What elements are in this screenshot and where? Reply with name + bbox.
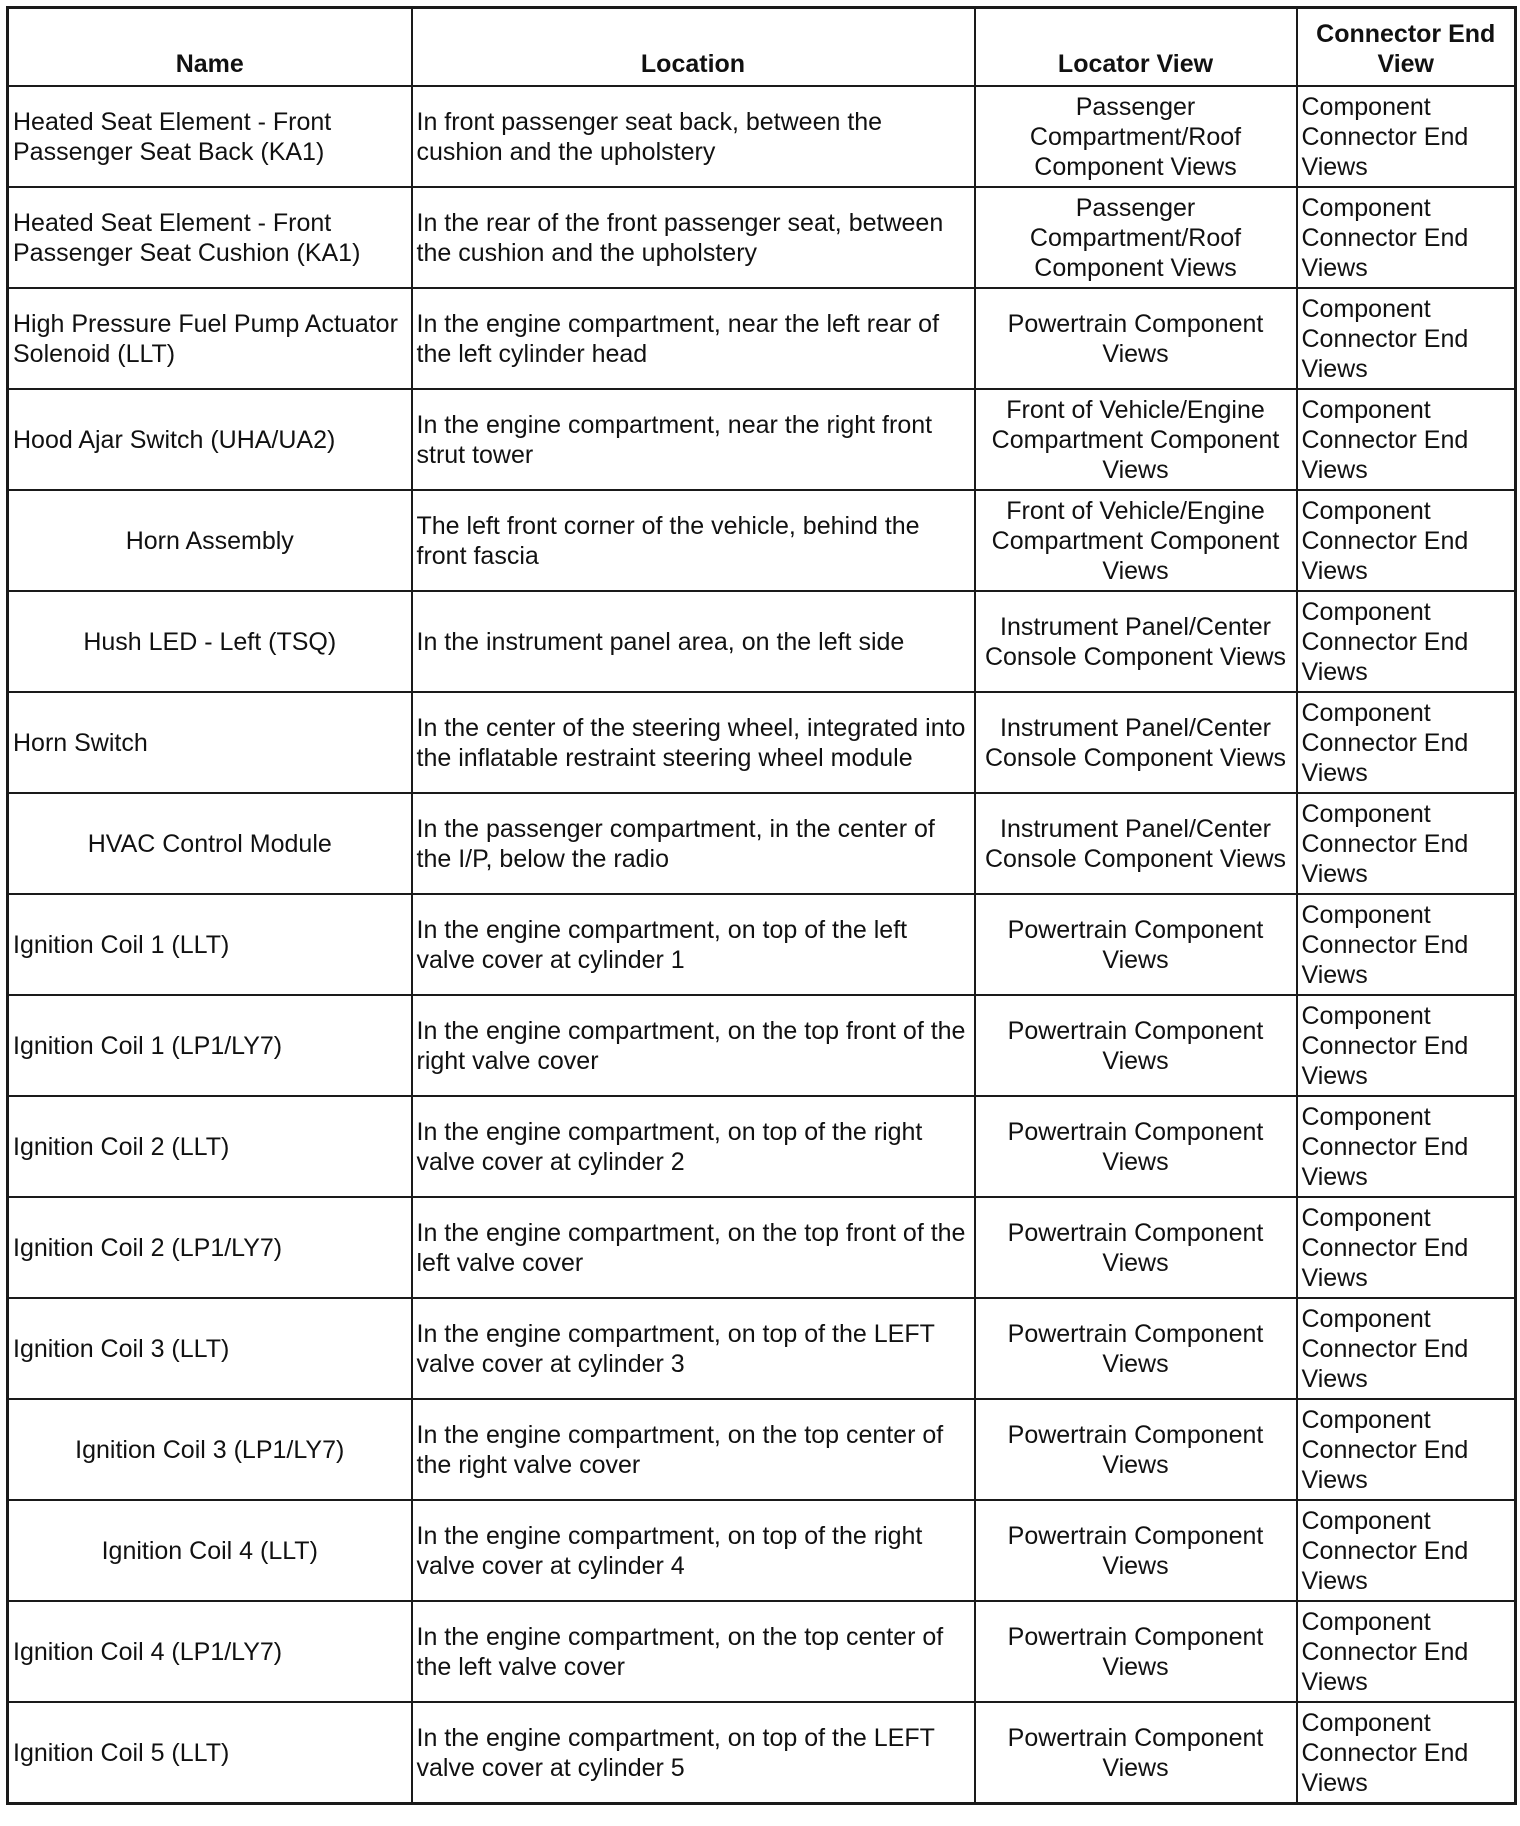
cell-name: Ignition Coil 4 (LLT) [8,1500,412,1601]
cell-connector-end-view: Component Connector End Views [1297,1601,1516,1702]
cell-name: Ignition Coil 1 (LLT) [8,894,412,995]
cell-connector-end-view: Component Connector End Views [1297,995,1516,1096]
cell-name: Ignition Coil 1 (LP1/LY7) [8,995,412,1096]
cell-locator-view: Powertrain Component Views [975,1399,1297,1500]
cell-location: The left front corner of the vehicle, behind the front fascia [412,490,975,591]
cell-locator-view: Powertrain Component Views [975,1197,1297,1298]
cell-name: Horn Switch [8,692,412,793]
cell-connector-end-view: Component Connector End Views [1297,86,1516,187]
cell-locator-view: Powertrain Component Views [975,894,1297,995]
table-row [8,1399,1516,1500]
cell-name: High Pressure Fuel Pump Actuator Solenoid (LLT) [8,288,412,389]
cell-locator-view: Front of Vehicle/Engine Compartment Component Views [975,490,1297,591]
table-row [8,1298,1516,1399]
table-body [8,86,1516,1804]
cell-locator-view: Front of Vehicle/Engine Compartment Component Views [975,389,1297,490]
cell-connector-end-view: Component Connector End Views [1297,1298,1516,1399]
header-name: Name [8,8,412,87]
cell-location: In the engine compartment, near the right front strut tower [412,389,975,490]
cell-location: In the engine compartment, on top of the right valve cover at cylinder 4 [412,1500,975,1601]
cell-name: Hood Ajar Switch (UHA/UA2) [8,389,412,490]
cell-location: In the engine compartment, on the top front of the right valve cover [412,995,975,1096]
cell-connector-end-view: Component Connector End Views [1297,692,1516,793]
table-row [8,793,1516,894]
table-row [8,187,1516,288]
cell-locator-view: Powertrain Component Views [975,1500,1297,1601]
cell-locator-view: Instrument Panel/Center Console Component Views [975,591,1297,692]
table-row [8,1601,1516,1702]
cell-locator-view: Instrument Panel/Center Console Component Views [975,692,1297,793]
table-row [8,1500,1516,1601]
cell-locator-view: Powertrain Component Views [975,1096,1297,1197]
cell-name: Hush LED - Left (TSQ) [8,591,412,692]
table-row [8,1197,1516,1298]
cell-connector-end-view: Component Connector End Views [1297,1399,1516,1500]
cell-connector-end-view: Component Connector End Views [1297,1500,1516,1601]
header-location: Location [412,8,975,87]
cell-location: In the engine compartment, on the top center of the right valve cover [412,1399,975,1500]
cell-location: In the engine compartment, on top of the right valve cover at cylinder 2 [412,1096,975,1197]
cell-connector-end-view: Component Connector End Views [1297,1096,1516,1197]
cell-locator-view: Powertrain Component Views [975,1298,1297,1399]
cell-name: Ignition Coil 5 (LLT) [8,1702,412,1804]
cell-locator-view: Powertrain Component Views [975,1702,1297,1804]
cell-connector-end-view: Component Connector End Views [1297,591,1516,692]
cell-location: In the rear of the front passenger seat, between the cushion and the upholstery [412,187,975,288]
cell-name: Ignition Coil 3 (LP1/LY7) [8,1399,412,1500]
cell-locator-view: Powertrain Component Views [975,995,1297,1096]
table-row [8,894,1516,995]
header-connector-end-view: Connector End View [1297,8,1516,87]
cell-connector-end-view: Component Connector End Views [1297,1197,1516,1298]
cell-location: In the engine compartment, near the left rear of the left cylinder head [412,288,975,389]
cell-location: In the passenger compartment, in the center of the I/P, below the radio [412,793,975,894]
cell-location: In the engine compartment, on top of the LEFT valve cover at cylinder 3 [412,1298,975,1399]
cell-name: HVAC Control Module [8,793,412,894]
component-locator-table [6,6,1517,1805]
cell-location: In the instrument panel area, on the left side [412,591,975,692]
component-locator-sheet [6,6,1514,1805]
cell-connector-end-view: Component Connector End Views [1297,187,1516,288]
table-row [8,490,1516,591]
cell-locator-view: Passenger Compartment/Roof Component Views [975,86,1297,187]
table-row [8,995,1516,1096]
table-row [8,288,1516,389]
cell-name: Heated Seat Element - Front Passenger Seat Cushion (KA1) [8,187,412,288]
cell-connector-end-view: Component Connector End Views [1297,793,1516,894]
cell-name: Ignition Coil 4 (LP1/LY7) [8,1601,412,1702]
cell-locator-view: Instrument Panel/Center Console Component Views [975,793,1297,894]
cell-location: In the engine compartment, on the top front of the left valve cover [412,1197,975,1298]
cell-name: Ignition Coil 2 (LP1/LY7) [8,1197,412,1298]
table-row [8,692,1516,793]
cell-locator-view: Powertrain Component Views [975,288,1297,389]
table-row [8,1702,1516,1804]
cell-connector-end-view: Component Connector End Views [1297,389,1516,490]
cell-location: In the engine compartment, on top of the LEFT valve cover at cylinder 5 [412,1702,975,1804]
header-locator-view: Locator View [975,8,1297,87]
cell-location: In the center of the steering wheel, integrated into the inflatable restraint steering wheel module [412,692,975,793]
cell-connector-end-view: Component Connector End Views [1297,490,1516,591]
table-row [8,86,1516,187]
cell-location: In the engine compartment, on top of the left valve cover at cylinder 1 [412,894,975,995]
table-row [8,1096,1516,1197]
table-header-row [8,8,1516,87]
cell-name: Heated Seat Element - Front Passenger Seat Back (KA1) [8,86,412,187]
cell-connector-end-view: Component Connector End Views [1297,894,1516,995]
cell-locator-view: Passenger Compartment/Roof Component Views [975,187,1297,288]
cell-connector-end-view: Component Connector End Views [1297,288,1516,389]
cell-name: Ignition Coil 2 (LLT) [8,1096,412,1197]
table-row [8,591,1516,692]
cell-connector-end-view: Component Connector End Views [1297,1702,1516,1804]
cell-name: Horn Assembly [8,490,412,591]
table-row [8,389,1516,490]
cell-name: Ignition Coil 3 (LLT) [8,1298,412,1399]
cell-location: In front passenger seat back, between the cushion and the upholstery [412,86,975,187]
cell-locator-view: Powertrain Component Views [975,1601,1297,1702]
cell-location: In the engine compartment, on the top center of the left valve cover [412,1601,975,1702]
